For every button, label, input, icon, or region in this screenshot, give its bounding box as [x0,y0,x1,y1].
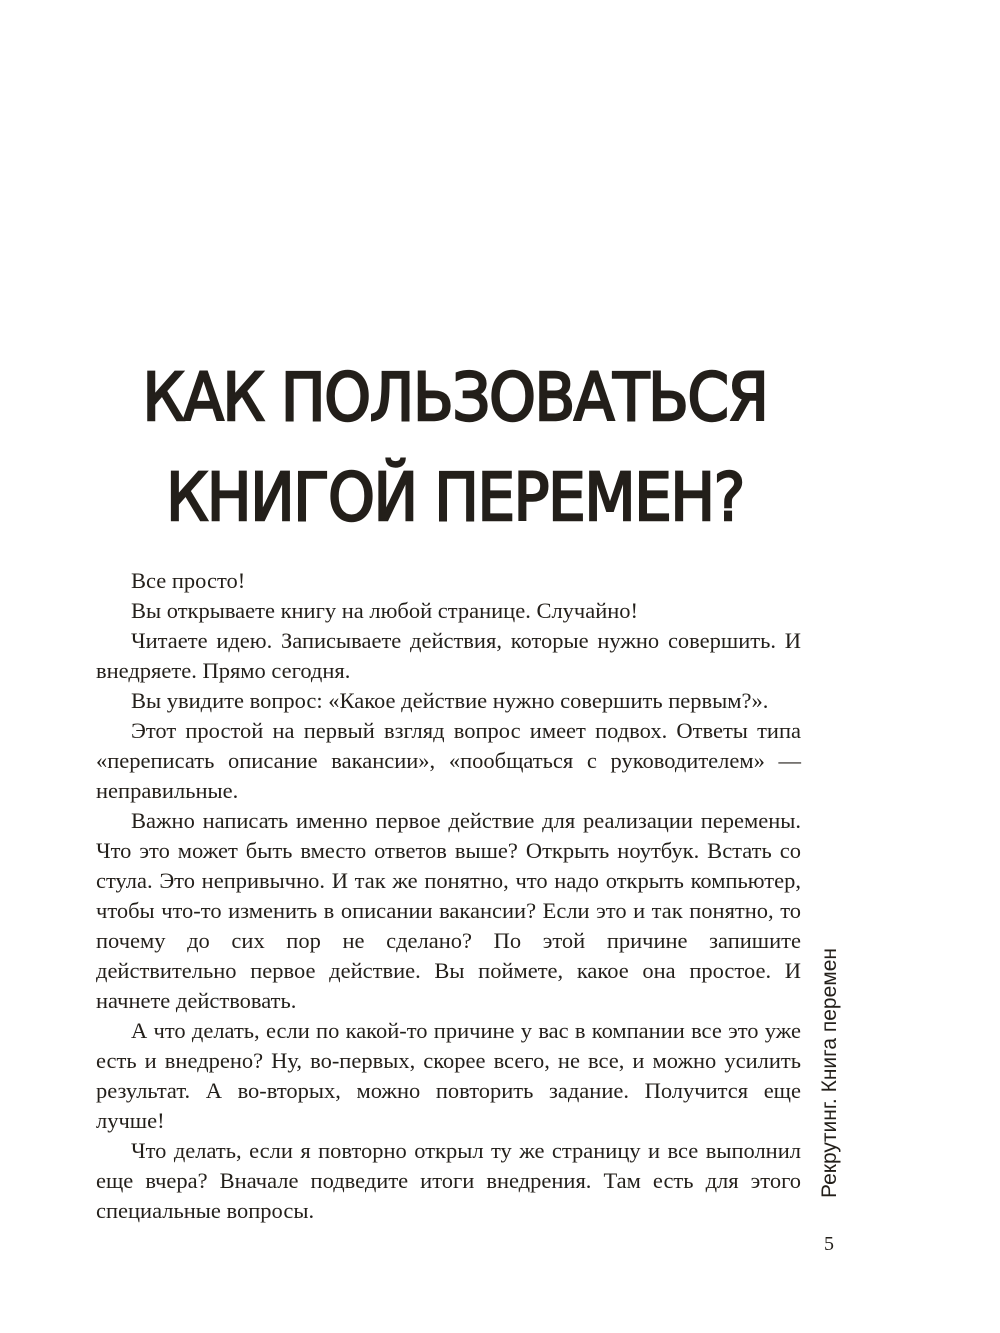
paragraph: Читаете идею. Записываете действия, которые нужно совершить. И внедряете. Прямо сегодня. [96,628,801,683]
paragraph: Все просто! [131,568,246,593]
paragraph: Этот простой на первый взгляд вопрос имеет подвох. Ответы типа «переписать описание вакансии», «пообщаться с руководителем» — неправильные. [96,718,801,803]
paragraph: А что делать, если по какой-то причине у вас в компании все это уже есть и внедрено? Ну, во-первых, скорее всего, не все, и можно усилить результат. А во-вторых, можно повторить задание. Получится еще лучше! [96,1018,801,1133]
page-number: 5 [824,1233,834,1255]
paragraph: Вы открываете книгу на любой странице. Случайно! [131,598,639,623]
running-head: Рекрутинг. Книга перемен [818,947,841,1198]
paragraph: Важно написать именно первое действие для реализации перемены. Что это может быть вместо ответов выше? Открыть ноутбук. Встать со стула. Это непривычно. И так же понятно, что надо открыть компьютер, чтобы что-то изменить в описании вакансии? Если это и так понятно, то почему до сих пор не сделано? По этой причине запишите действительно первое действие. Вы поймете, какое она простое. И начнете действовать. [96,808,801,1013]
paragraph: Что делать, если я повторно открыл ту же страницу и все выполнил еще вчера? Вначале подведите итоги внедрения. Там есть для этого специальные вопросы. [96,1138,801,1223]
chapter-title-line-1: КАК ПОЛЬЗОВАТЬСЯ [142,359,768,436]
chapter-title-line-2: КНИГОЙ ПЕРЕМЕН? [166,459,744,536]
chapter-title [131,348,779,548]
paragraph: Вы увидите вопрос: «Какое действие нужно совершить первым?». [131,688,769,713]
body-text [96,566,801,1226]
